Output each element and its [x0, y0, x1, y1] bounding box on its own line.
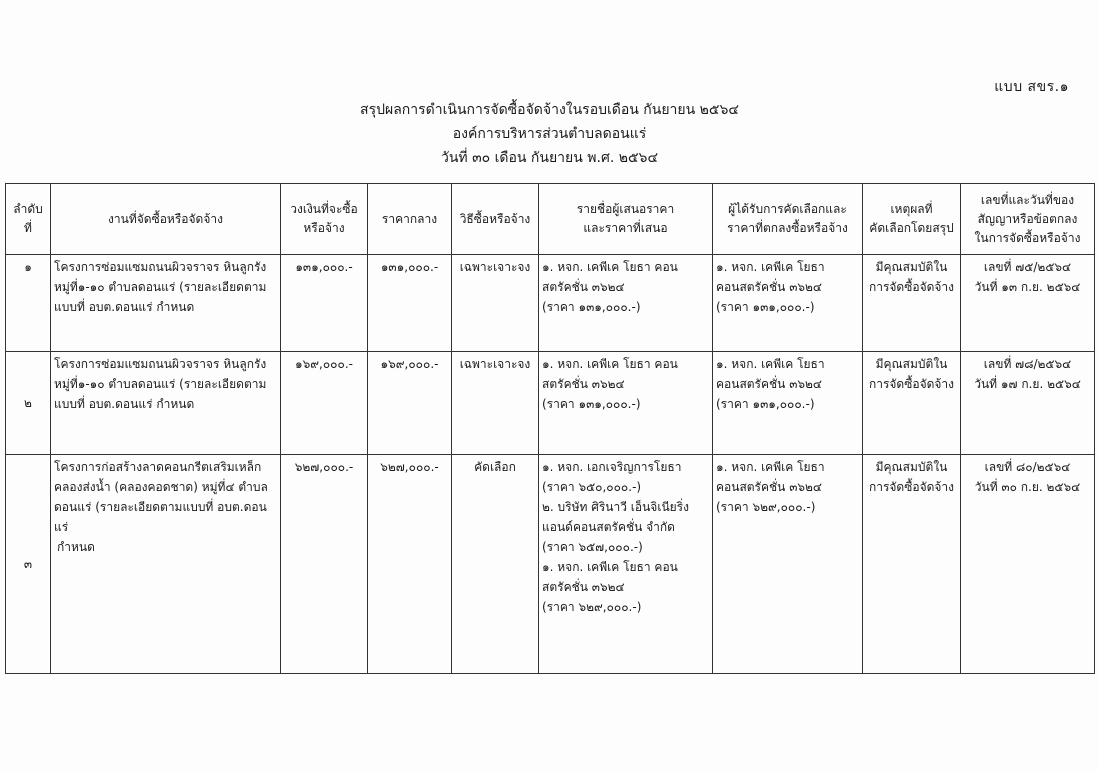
bidders-list: ๑. หจก. เอกเจริญการโยธา (ราคา ๖๕๐,๐๐๐.-) ๒. บริษัท ศิรินาวี เอ็นจิเนียริ่ง แอนด์คอนสตรัคชั่น จำกัด (ราคา ๖๕๗,๐๐๐.-) ๑. หจก. เคพีเค โยธา คอน สตรัคชั่น ๓๖๒๔ (ราคา ๖๒๙,๐๐๐.-): [539, 455, 713, 674]
selection-reason: มีคุณสมบัติใน การจัดซื้อจัดจ้าง: [863, 352, 961, 455]
row-number: ๓: [6, 455, 51, 674]
header-work: งานที่จัดซื้อหรือจัดจ้าง: [51, 184, 281, 255]
selection-reason: มีคุณสมบัติใน การจัดซื้อจัดจ้าง: [863, 455, 961, 674]
selected-contractor: ๑. หจก. เคพีเค โยธา คอนสตรัคชั่น ๓๖๒๔ (ราคา ๑๓๑,๐๐๐.-): [713, 255, 863, 352]
header-budget: วงเงินที่จะซื้อ หรือจ้าง: [281, 184, 368, 255]
budget-amount: ๖๒๗,๐๐๐.-: [281, 455, 368, 674]
contract-info: เลขที่ ๘๐/๒๕๖๔ วันที่ ๓๐ ก.ย. ๒๕๖๔: [961, 455, 1095, 674]
header-winner: ผู้ได้รับการคัดเลือกและ ราคาที่ตกลงซื้อหรือจ้าง: [713, 184, 863, 255]
work-description: โครงการซ่อมแซมถนนผิวจราจร หินลูกรัง หมู่ที่๑-๑๐ ตำบลดอนแร่ (รายละเอียดตาม แบบที่ อบต.ดอนแร่ กำหนด: [51, 255, 281, 352]
bidders-list: ๑. หจก. เคพีเค โยธา คอน สตรัคชั่น ๓๖๒๔ (ราคา ๑๓๑,๐๐๐.-): [539, 352, 713, 455]
contract-info: เลขที่ ๗๘/๒๕๖๔ วันที่ ๑๗ ก.ย. ๒๕๖๔: [961, 352, 1095, 455]
procurement-method: เฉพาะเจาะจง: [452, 255, 539, 352]
work-description: โครงการซ่อมแซมถนนผิวจราจร หินลูกรัง หมู่ที่๑-๑๐ ตำบลดอนแร่ (รายละเอียดตาม แบบที่ อบต.ดอนแร่ กำหนด: [51, 352, 281, 455]
header-method: วิธีซื้อหรือจ้าง: [452, 184, 539, 255]
report-title: สรุปผลการดำเนินการจัดซื้อจัดจ้างในรอบเดือน กันยายน ๒๕๖๔: [360, 102, 739, 118]
form-code: แบบ สขร.๑: [994, 79, 1069, 95]
median-price: ๑๖๙,๐๐๐.-: [368, 352, 452, 455]
procurement-method: คัดเลือก: [452, 455, 539, 674]
header-bidders: รายชื่อผู้เสนอราคา และราคาที่เสนอ: [539, 184, 713, 255]
header-contract: เลขที่และวันที่ของ สัญญาหรือข้อตกลง ในการจัดซื้อหรือจ้าง: [961, 184, 1095, 255]
row-number: ๒: [6, 352, 51, 455]
procurement-method: เฉพาะเจาะจง: [452, 352, 539, 455]
selected-contractor: ๑. หจก. เคพีเค โยธา คอนสตรัคชั่น ๓๖๒๔ (ราคา ๑๓๑,๐๐๐.-): [713, 352, 863, 455]
table-header-row: [6, 184, 1095, 255]
table-row: [6, 455, 1095, 674]
procurement-table: [5, 183, 1095, 674]
table-row: [6, 352, 1095, 455]
header-no: ลำดับ ที่: [6, 184, 51, 255]
selected-contractor: ๑. หจก. เคพีเค โยธา คอนสตรัคชั่น ๓๖๒๔ (ราคา ๖๒๙,๐๐๐.-): [713, 455, 863, 674]
contract-info: เลขที่ ๗๕/๒๕๖๔ วันที่ ๑๓ ก.ย. ๒๕๖๔: [961, 255, 1095, 352]
row-number: ๑: [6, 255, 51, 352]
report-date: วันที่ ๓๐ เดือน กันยายน พ.ศ. ๒๕๖๔: [440, 150, 659, 166]
budget-amount: ๑๓๑,๐๐๐.-: [281, 255, 368, 352]
bidders-list: ๑. หจก. เคพีเค โยธา คอน สตรัคชั่น ๓๖๒๔ (ราคา ๑๓๑,๐๐๐.-): [539, 255, 713, 352]
selection-reason: มีคุณสมบัติใน การจัดซื้อจัดจ้าง: [863, 255, 961, 352]
work-description: โครงการก่อสร้างลาดคอนกรีตเสริมเหล็ก คลองส่งน้ำ (คลองคอดชาด) หมู่ที่๔ ตำบล ดอนแร่ (รายละเอียดตามแบบที่ อบต.ดอนแร่ กำหนด: [51, 455, 281, 674]
budget-amount: ๑๖๙,๐๐๐.-: [281, 352, 368, 455]
table-row: [6, 255, 1095, 352]
header-median-price: ราคากลาง: [368, 184, 452, 255]
median-price: ๑๓๑,๐๐๐.-: [368, 255, 452, 352]
median-price: ๖๒๗,๐๐๐.-: [368, 455, 452, 674]
organization-name: องค์การบริหารส่วนตำบลดอนแร่: [452, 126, 647, 142]
header-reason: เหตุผลที่ คัดเลือกโดยสรุป: [863, 184, 961, 255]
